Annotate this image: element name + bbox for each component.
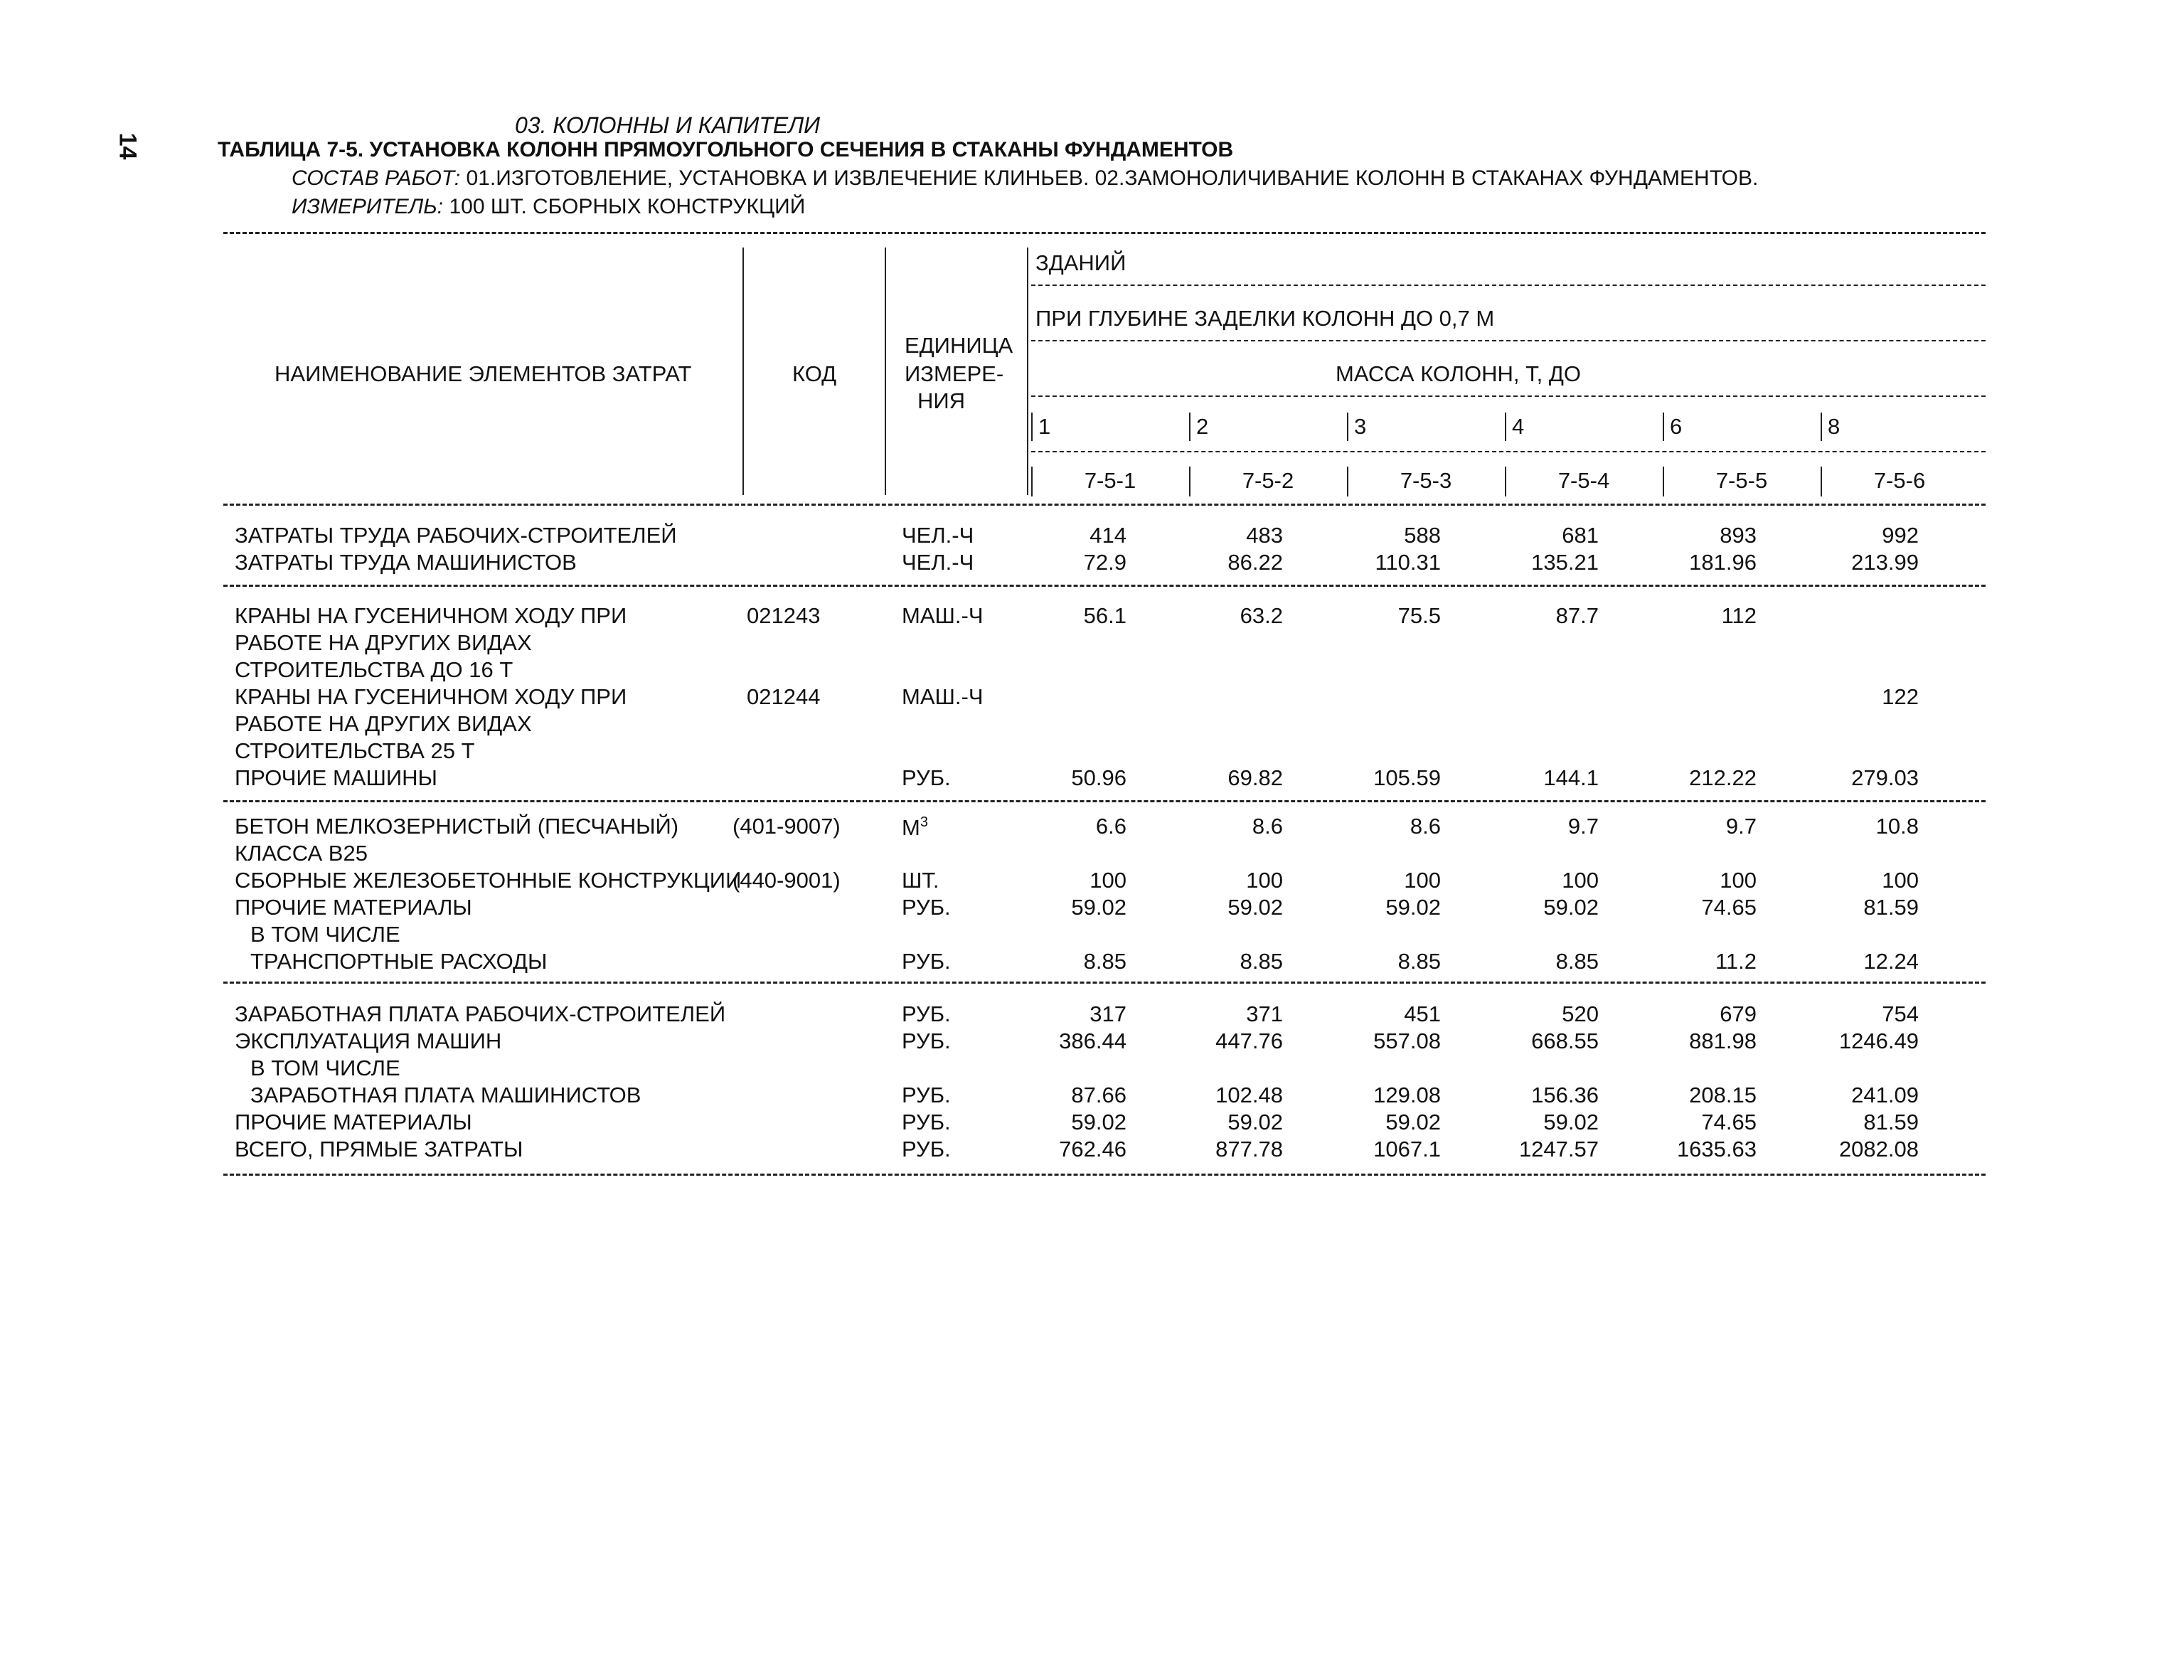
table-cell: 112 <box>1721 603 1757 628</box>
table-cell: 12.24 <box>1863 949 1919 974</box>
mass-divider <box>1189 413 1190 441</box>
table-cell: 8.85 <box>1083 949 1126 974</box>
row-unit <box>902 605 984 627</box>
mass-divider <box>1505 413 1506 441</box>
col-divider-name <box>742 248 744 495</box>
table-cell: 557.08 <box>1373 1028 1441 1053</box>
row-unit <box>902 950 951 972</box>
row-unit-text: РУБ. <box>902 949 951 974</box>
table-cell: 992 <box>1882 523 1919 548</box>
table-cell: 56.1 <box>1083 603 1126 628</box>
col-header-unit-1: ЕДИНИЦА <box>905 333 1013 358</box>
table-cell: 279.03 <box>1851 765 1919 790</box>
mass-divider <box>1031 413 1033 441</box>
table-code: 7-5-3 <box>1400 468 1452 493</box>
table-title: ТАБЛИЦА 7-5. УСТАНОВКА КОЛОНН ПРЯМОУГОЛЬНОГО СЕЧЕНИЯ В СТАКАНЫ ФУНДАМЕНТОВ <box>218 138 1234 161</box>
table-cell: 10.8 <box>1875 814 1919 839</box>
section-title: 03. КОЛОННЫ И КАПИТЕЛИ <box>515 112 821 138</box>
table-cell: 100 <box>1090 868 1126 893</box>
table-cell: 208.15 <box>1689 1083 1757 1107</box>
row-unit-text: РУБ. <box>902 1110 951 1134</box>
row-unit <box>902 896 951 918</box>
table-cell: 100 <box>1404 868 1441 893</box>
table-cell: 520 <box>1562 1001 1599 1026</box>
mass-value: 6 <box>1670 414 1683 439</box>
work-composition <box>292 168 1758 189</box>
row-unit-text: РУБ. <box>902 765 951 790</box>
row-unit-text: ЧЕЛ.-Ч <box>902 523 974 548</box>
table-cell: 877.78 <box>1215 1137 1283 1161</box>
table-cell: 1635.63 <box>1676 1137 1757 1161</box>
table-cell: 213.99 <box>1851 550 1919 575</box>
row-unit-text: РУБ. <box>902 1001 951 1026</box>
row-name: ПРОЧИЕ МАТЕРИАЛЫ <box>235 1110 472 1134</box>
rule-header-bottom <box>223 504 1986 506</box>
row-name: В ТОМ ЧИСЛЕ <box>250 1056 400 1080</box>
row-unit <box>902 1003 951 1025</box>
row-name: КЛАССА В25 <box>235 841 368 866</box>
table-cell: 181.96 <box>1689 550 1757 575</box>
rule-group-3 <box>223 982 1986 984</box>
table-cell: 386.44 <box>1059 1028 1126 1053</box>
page-number: 14 <box>114 132 142 160</box>
work-composition-label: СОСТАВ РАБОТ: <box>292 166 461 190</box>
row-unit-text: РУБ. <box>902 1028 951 1053</box>
table-cell: 100 <box>1246 868 1283 893</box>
row-name: ПРОЧИЕ МАТЕРИАЛЫ <box>235 895 472 920</box>
table-cell: 1246.49 <box>1838 1028 1919 1053</box>
mass-value: 2 <box>1196 414 1209 439</box>
table-cell: 754 <box>1882 1001 1919 1026</box>
row-unit <box>902 815 928 839</box>
header-group: ЗДАНИЙ <box>1035 250 1126 275</box>
table-cell: 59.02 <box>1385 895 1441 920</box>
rule-sub-3 <box>1031 395 1986 397</box>
table-cell: 59.02 <box>1385 1110 1441 1134</box>
row-name: РАБОТЕ НА ДРУГИХ ВИДАХ <box>235 630 532 655</box>
row-code: 021243 <box>747 603 821 628</box>
table-cell: 59.02 <box>1543 895 1599 920</box>
row-unit-text: МАШ.-Ч <box>902 684 984 709</box>
table-cell: 102.48 <box>1215 1083 1283 1107</box>
table-cell: 87.66 <box>1071 1083 1126 1107</box>
row-unit-text: ЧЕЛ.-Ч <box>902 550 974 575</box>
row-name: БЕТОН МЕЛКОЗЕРНИСТЫЙ (ПЕСЧАНЫЙ) <box>235 814 679 839</box>
col-header-name: НАИМЕНОВАНИЕ ЭЛЕМЕНТОВ ЗАТРАТ <box>275 361 692 386</box>
table-cell: 762.46 <box>1059 1137 1126 1161</box>
table-cell: 681 <box>1562 523 1599 548</box>
measure-unit <box>292 196 805 218</box>
table-cell: 6.6 <box>1095 814 1126 839</box>
rule-group-1 <box>223 585 1986 587</box>
header-depth: ПРИ ГЛУБИНЕ ЗАДЕЛКИ КОЛОНН ДО 0,7 М <box>1035 306 1495 331</box>
row-name: КРАНЫ НА ГУСЕНИЧНОМ ХОДУ ПРИ <box>235 684 627 709</box>
table-cell: 100 <box>1562 868 1599 893</box>
table-cell: 483 <box>1246 523 1283 548</box>
row-name: СБОРНЫЕ ЖЕЛЕЗОБЕТОННЫЕ КОНСТРУКЦИИ <box>235 868 742 893</box>
row-unit <box>902 1084 951 1106</box>
table-cell: 11.2 <box>1715 949 1757 974</box>
table-cell: 668.55 <box>1531 1028 1599 1053</box>
mass-divider <box>1663 413 1664 441</box>
row-unit <box>902 551 974 573</box>
table-cell: 8.6 <box>1410 814 1441 839</box>
table-cell: 241.09 <box>1851 1083 1919 1107</box>
table-code: 7-5-5 <box>1715 468 1768 493</box>
table-cell: 212.22 <box>1689 765 1757 790</box>
row-unit-text: М <box>902 815 920 840</box>
row-unit <box>902 767 951 789</box>
row-unit <box>902 686 984 708</box>
row-code: (440-9001) <box>733 868 841 893</box>
row-unit-text: РУБ. <box>902 895 951 920</box>
table-cell: 881.98 <box>1689 1028 1757 1053</box>
table-cell: 9.7 <box>1725 814 1757 839</box>
table-code: 7-5-6 <box>1873 468 1926 493</box>
code-divider <box>1347 467 1348 496</box>
table-cell: 9.7 <box>1567 814 1599 839</box>
code-divider <box>1031 467 1033 496</box>
table-cell: 156.36 <box>1531 1083 1599 1107</box>
row-unit-text: РУБ. <box>902 1137 951 1161</box>
table-cell: 1067.1 <box>1373 1137 1441 1161</box>
row-unit <box>902 524 974 546</box>
rule-group-2 <box>223 800 1986 802</box>
table-cell: 59.02 <box>1071 1110 1126 1134</box>
mass-divider <box>1347 413 1348 441</box>
table-cell: 59.02 <box>1227 895 1283 920</box>
row-name: СТРОИТЕЛЬСТВА ДО 16 Т <box>235 657 513 682</box>
table-cell: 414 <box>1090 523 1126 548</box>
table-cell: 893 <box>1720 523 1757 548</box>
code-divider <box>1821 467 1822 496</box>
table-cell: 81.59 <box>1863 1110 1919 1134</box>
table-cell: 371 <box>1246 1001 1283 1026</box>
row-unit-text: ШТ. <box>902 868 939 893</box>
col-header-code: КОД <box>792 361 837 386</box>
mass-value: 3 <box>1354 414 1367 439</box>
table-cell: 75.5 <box>1397 603 1441 628</box>
row-unit-text: МАШ.-Ч <box>902 603 984 628</box>
col-header-unit-3: НИЯ <box>917 388 966 413</box>
work-composition-text: 01.ИЗГОТОВЛЕНИЕ, УСТАНОВКА И ИЗВЛЕЧЕНИЕ КЛИНЬЕВ. 02.ЗАМОНОЛИЧИВАНИЕ КОЛОНН В СТАКАНАХ ФУНДАМЕНТОВ. <box>460 166 1759 190</box>
rule-top <box>223 232 1986 234</box>
table-cell: 588 <box>1404 523 1441 548</box>
row-code: 021244 <box>747 684 821 709</box>
table-cell: 50.96 <box>1071 765 1126 790</box>
table-cell: 679 <box>1720 1001 1757 1026</box>
table-cell: 317 <box>1090 1001 1126 1026</box>
table-cell: 63.2 <box>1240 603 1283 628</box>
table-cell: 8.85 <box>1397 949 1441 974</box>
table-cell: 144.1 <box>1543 765 1599 790</box>
rule-bottom <box>223 1174 1986 1176</box>
row-name: КРАНЫ НА ГУСЕНИЧНОМ ХОДУ ПРИ <box>235 603 627 628</box>
table-cell: 81.59 <box>1863 895 1919 920</box>
mass-divider <box>1821 413 1822 441</box>
code-divider <box>1505 467 1506 496</box>
row-name: ЭКСПЛУАТАЦИЯ МАШИН <box>235 1028 502 1053</box>
col-divider-code <box>885 248 886 495</box>
col-divider-unit <box>1027 248 1028 495</box>
table-cell: 122 <box>1882 684 1919 709</box>
measure-unit-text: 100 ШТ. СБОРНЫХ КОНСТРУКЦИЙ <box>443 195 806 218</box>
row-code: (401-9007) <box>733 814 841 839</box>
table-cell: 59.02 <box>1227 1110 1283 1134</box>
mass-value: 8 <box>1828 414 1841 439</box>
col-header-unit-2: ИЗМЕРЕ- <box>905 361 1004 386</box>
row-name: СТРОИТЕЛЬСТВА 25 Т <box>235 738 475 763</box>
rule-sub-2 <box>1031 340 1986 341</box>
table-cell: 87.7 <box>1555 603 1599 628</box>
row-name: ЗАРАБОТНАЯ ПЛАТА МАШИНИСТОВ <box>250 1083 641 1107</box>
table-cell: 100 <box>1882 868 1919 893</box>
table-cell: 1247.57 <box>1518 1137 1599 1161</box>
table-cell: 129.08 <box>1373 1083 1441 1107</box>
measure-unit-label: ИЗМЕРИТЕЛЬ: <box>292 195 444 218</box>
table-cell: 72.9 <box>1083 550 1126 575</box>
table-cell: 100 <box>1720 868 1757 893</box>
table-code: 7-5-2 <box>1242 468 1294 493</box>
table-cell: 74.65 <box>1701 895 1757 920</box>
table-cell: 86.22 <box>1227 550 1283 575</box>
table-cell: 8.85 <box>1240 949 1283 974</box>
table-cell: 110.31 <box>1375 550 1441 575</box>
code-divider <box>1663 467 1664 496</box>
row-name: РАБОТЕ НА ДРУГИХ ВИДАХ <box>235 711 532 736</box>
table-cell: 2082.08 <box>1838 1137 1919 1161</box>
row-name: ЗАТРАТЫ ТРУДА РАБОЧИХ-СТРОИТЕЛЕЙ <box>235 523 677 548</box>
rule-sub-1 <box>1031 285 1986 286</box>
table-cell: 447.76 <box>1215 1028 1283 1053</box>
code-divider <box>1189 467 1190 496</box>
row-unit <box>902 1111 951 1133</box>
table-cell: 8.6 <box>1252 814 1283 839</box>
row-unit <box>902 869 939 891</box>
row-name: ВСЕГО, ПРЯМЫЕ ЗАТРАТЫ <box>235 1137 523 1161</box>
row-unit <box>902 1138 951 1160</box>
table-cell: 74.65 <box>1701 1110 1757 1134</box>
table-cell: 135.21 <box>1531 550 1599 575</box>
table-cell: 105.59 <box>1373 765 1441 790</box>
mass-value: 4 <box>1512 414 1525 439</box>
row-name: ЗАТРАТЫ ТРУДА МАШИНИСТОВ <box>235 550 577 575</box>
table-code: 7-5-1 <box>1084 468 1136 493</box>
row-unit-superscript: 3 <box>920 814 928 830</box>
table-cell: 451 <box>1404 1001 1441 1026</box>
table-cell: 8.85 <box>1555 949 1599 974</box>
row-name: ПРОЧИЕ МАШИНЫ <box>235 765 437 790</box>
row-unit-text: РУБ. <box>902 1083 951 1107</box>
rule-sub-4 <box>1031 451 1986 452</box>
table-code: 7-5-4 <box>1557 468 1610 493</box>
row-unit <box>902 1030 951 1052</box>
row-name: В ТОМ ЧИСЛЕ <box>250 922 400 947</box>
row-name: ЗАРАБОТНАЯ ПЛАТА РАБОЧИХ-СТРОИТЕЛЕЙ <box>235 1001 726 1026</box>
table-cell: 59.02 <box>1071 895 1126 920</box>
table-cell: 59.02 <box>1543 1110 1599 1134</box>
mass-value: 1 <box>1038 414 1051 439</box>
table-cell: 69.82 <box>1227 765 1283 790</box>
header-mass: МАССА КОЛОНН, Т, ДО <box>1336 361 1581 386</box>
row-name: ТРАНСПОРТНЫЕ РАСХОДЫ <box>250 949 548 974</box>
